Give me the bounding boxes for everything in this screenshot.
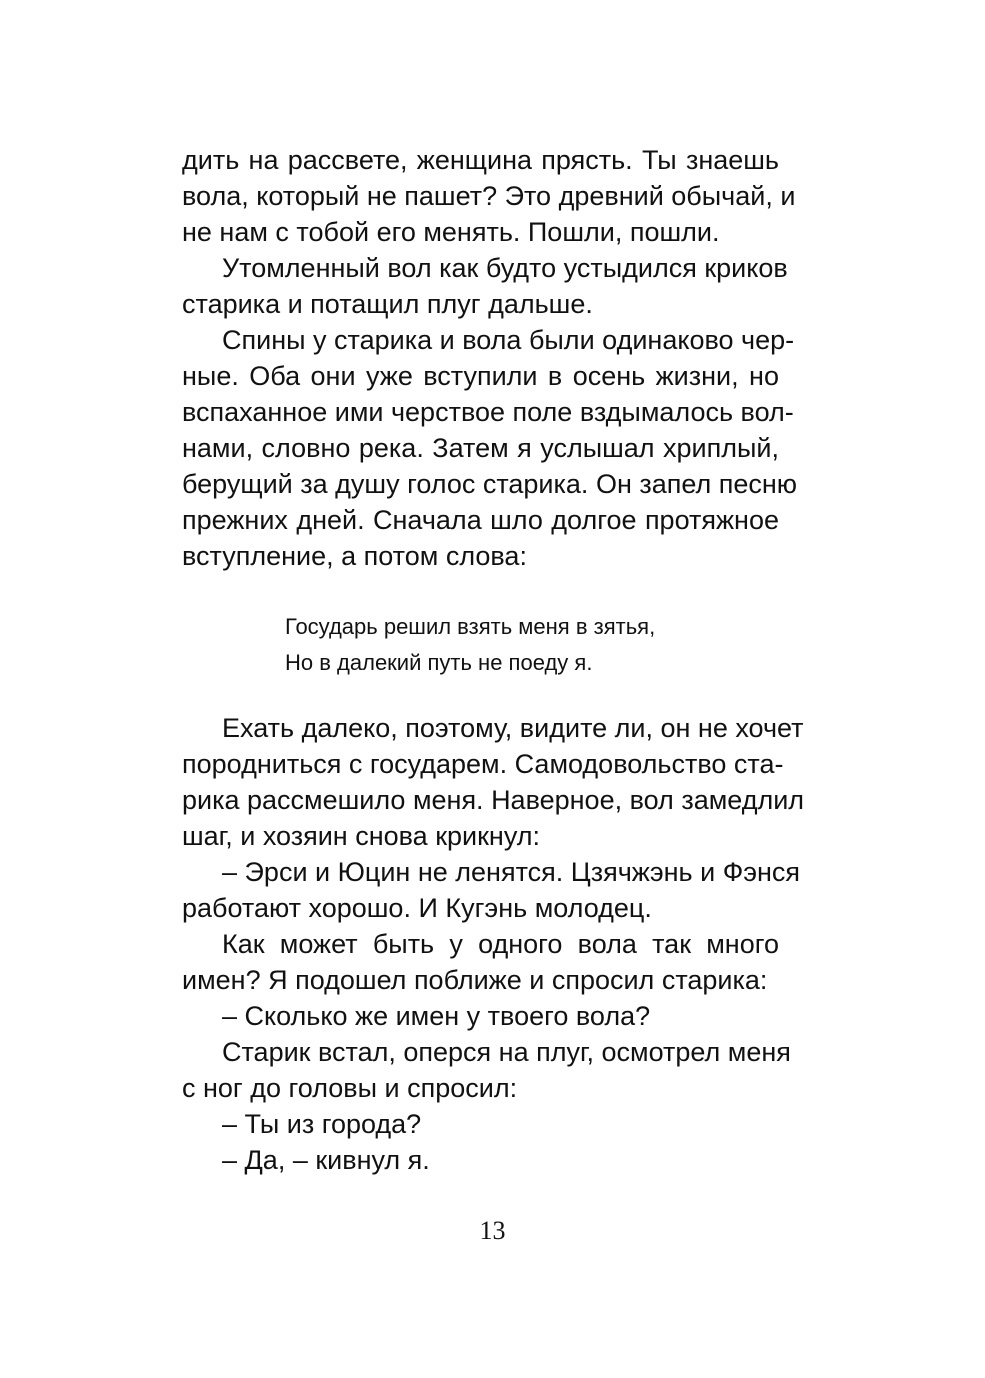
text-line: ные. Оба они уже вступили в осень жизни, но — [182, 361, 779, 391]
text-line: Ехать далеко, поэтому, видите ли, он не хочет — [222, 713, 804, 743]
verse-quote — [285, 609, 655, 681]
text-line: рика рассмешило меня. Наверное, вол замедлил — [182, 785, 805, 815]
text-line: работают хорошо. И Кугэнь молодец. — [182, 893, 652, 923]
text-block-top — [182, 142, 798, 574]
text-line: – Ты из города? — [222, 1109, 422, 1139]
text-line: Старик встал, оперся на плуг, осмотрел меня — [222, 1037, 791, 1067]
text-line: дить на рассвете, женщина прясть. Ты знаешь — [182, 145, 779, 175]
text-line: имен? Я подошел поближе и спросил старика: — [182, 965, 768, 995]
text-line: нами, словно река. Затем я услышал хриплый, — [182, 433, 779, 463]
text-line: Спины у старика и вола были одинаково чер- — [222, 325, 795, 355]
text-line: берущий за душу голос старика. Он запел песню — [182, 469, 798, 499]
text-line: шаг, и хозяин снова крикнул: — [182, 821, 541, 851]
text-line: с ног до головы и спросил: — [182, 1073, 518, 1103]
text-line: – Сколько же имен у твоего вола? — [222, 1001, 651, 1031]
verse-line: Государь решил взять меня в зятья, — [285, 614, 656, 639]
text-line: – Да, – кивнул я. — [222, 1145, 430, 1175]
page-number: 13 — [479, 1216, 506, 1245]
text-line: Как может быть у одного вола так много — [222, 929, 779, 959]
text-line: не нам с тобой его менять. Пошли, пошли. — [182, 217, 720, 247]
text-line: породниться с государем. Самодовольство ста- — [182, 749, 784, 779]
text-line: старика и потащил плуг дальше. — [182, 289, 593, 319]
text-block-bottom — [182, 710, 805, 1178]
verse-line: Но в далекий путь не поеду я. — [285, 650, 593, 675]
text-line: Утомленный вол как будто устыдился криков — [222, 253, 788, 283]
text-line: вспаханное ими черствое поле вздымалось вол- — [182, 397, 794, 427]
text-line: вступление, а потом слова: — [182, 541, 527, 571]
text-line: прежних дней. Сначала шло долгое протяжное — [182, 505, 779, 535]
text-line: вола, который не пашет? Это древний обычай, и — [182, 181, 796, 211]
text-line: – Эрси и Юцин не ленятся. Цзячжэнь и Фэнся — [222, 857, 801, 887]
